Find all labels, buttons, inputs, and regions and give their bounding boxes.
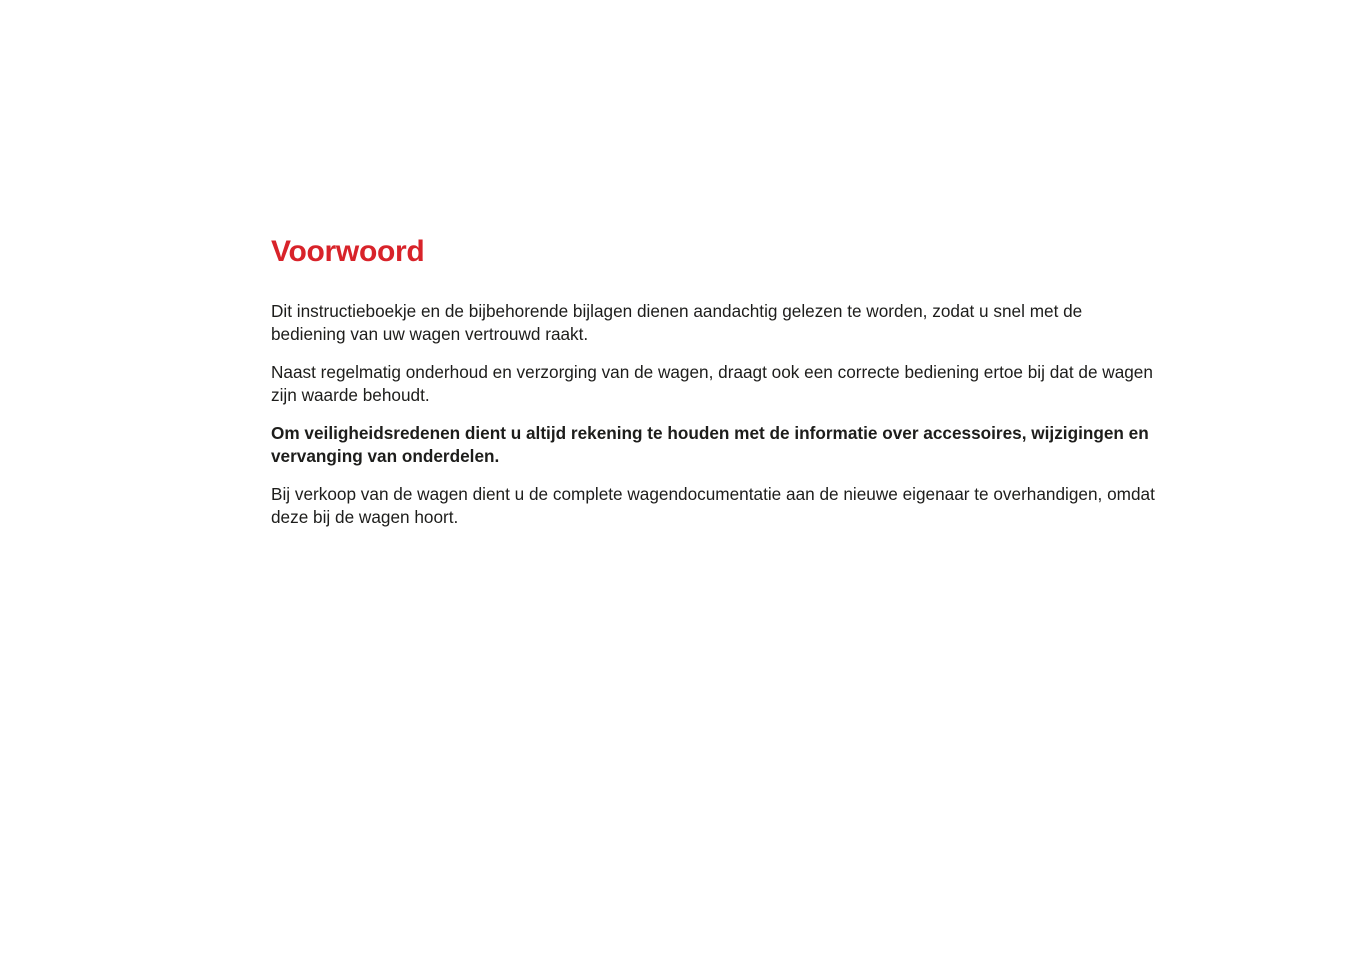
page-content (271, 232, 1161, 544)
page-title: Voorwoord (271, 235, 425, 268)
sale-paragraph: Bij verkoop van de wagen dient u de complete wagendocumentatie aan de nieuwe eigenaar te overhandigen, omdat deze bij de wagen hoort. (271, 484, 1155, 527)
safety-paragraph: Om veiligheidsredenen dient u altijd rekening te houden met de informatie over accessoires, wijzigingen en vervanging van onderdelen. (271, 423, 1149, 466)
intro-paragraph: Dit instructieboekje en de bijbehorende bijlagen dienen aandachtig gelezen te worden, zodat u snel met de bediening van uw wagen vertrouwd raakt. (271, 301, 1083, 344)
maintenance-paragraph: Naast regelmatig onderhoud en verzorging van de wagen, draagt ook een correcte bediening ertoe bij dat de wagen zijn waarde behoudt. (271, 362, 1153, 405)
body-text (271, 300, 1161, 529)
